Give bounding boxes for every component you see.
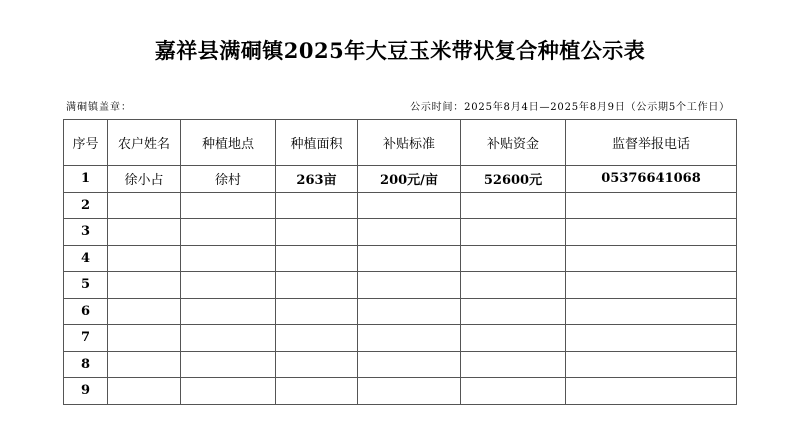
row-subsidy (461, 219, 566, 246)
row-phone (566, 325, 737, 352)
row-farmer-name (108, 272, 181, 299)
row-phone: 05376641068 (566, 166, 737, 193)
row-phone (566, 219, 737, 246)
row-phone (566, 351, 737, 378)
row-location (181, 192, 276, 219)
table-row (64, 219, 737, 246)
row-area (276, 192, 358, 219)
row-subsidy (461, 378, 566, 405)
row-phone (566, 245, 737, 272)
row-area (276, 298, 358, 325)
table-row (64, 166, 737, 193)
row-area: 263亩 (276, 166, 358, 193)
row-standard (358, 245, 461, 272)
row-serial: 4 (64, 245, 108, 272)
row-phone (566, 192, 737, 219)
header-location: 种植地点 (181, 120, 276, 166)
row-standard (358, 272, 461, 299)
row-subsidy (461, 298, 566, 325)
row-farmer-name (108, 378, 181, 405)
table-row (64, 192, 737, 219)
row-area (276, 325, 358, 352)
notice-period: 公示时间：2025年8月4日—2025年8月9日（公示期5个工作日） (410, 102, 730, 113)
row-location (181, 298, 276, 325)
row-standard (358, 378, 461, 405)
row-standard (358, 351, 461, 378)
table-header-row (64, 120, 737, 166)
row-farmer-name: 徐小占 (108, 166, 181, 193)
table-row (64, 298, 737, 325)
row-serial: 1 (64, 166, 108, 193)
table-row (64, 351, 737, 378)
row-phone (566, 378, 737, 405)
row-area (276, 272, 358, 299)
row-subsidy (461, 325, 566, 352)
row-farmer-name (108, 219, 181, 246)
header-farmer-name: 农户姓名 (108, 120, 181, 166)
row-phone (566, 272, 737, 299)
table-row (64, 378, 737, 405)
row-location (181, 245, 276, 272)
row-location (181, 219, 276, 246)
row-subsidy: 52600元 (461, 166, 566, 193)
row-farmer-name (108, 192, 181, 219)
row-subsidy (461, 351, 566, 378)
row-farmer-name (108, 351, 181, 378)
row-standard (358, 298, 461, 325)
row-serial: 9 (64, 378, 108, 405)
row-farmer-name (108, 245, 181, 272)
row-serial: 8 (64, 351, 108, 378)
row-location (181, 272, 276, 299)
row-serial: 6 (64, 298, 108, 325)
header-area: 种植面积 (276, 120, 358, 166)
header-serial: 序号 (64, 120, 108, 166)
row-farmer-name (108, 325, 181, 352)
row-standard: 200元/亩 (358, 166, 461, 193)
row-serial: 3 (64, 219, 108, 246)
subsidy-table (63, 119, 737, 405)
row-subsidy (461, 245, 566, 272)
header-subsidy: 补贴资金 (461, 120, 566, 166)
row-location (181, 378, 276, 405)
table-row (64, 272, 737, 299)
row-area (276, 378, 358, 405)
row-serial: 7 (64, 325, 108, 352)
row-location: 徐村 (181, 166, 276, 193)
row-standard (358, 192, 461, 219)
table-row (64, 245, 737, 272)
row-area (276, 351, 358, 378)
seal-label: 满硐镇盖章： (66, 102, 132, 113)
row-location (181, 325, 276, 352)
table-row (64, 325, 737, 352)
header-phone: 监督举报电话 (566, 120, 737, 166)
row-area (276, 245, 358, 272)
row-subsidy (461, 192, 566, 219)
row-phone (566, 298, 737, 325)
row-subsidy (461, 272, 566, 299)
row-serial: 5 (64, 272, 108, 299)
row-farmer-name (108, 298, 181, 325)
row-standard (358, 219, 461, 246)
row-serial: 2 (64, 192, 108, 219)
row-standard (358, 325, 461, 352)
row-area (276, 219, 358, 246)
header-standard: 补贴标准 (358, 120, 461, 166)
document-title: 嘉祥县满硐镇2025年大豆玉米带状复合种植公示表 (154, 38, 646, 63)
row-location (181, 351, 276, 378)
